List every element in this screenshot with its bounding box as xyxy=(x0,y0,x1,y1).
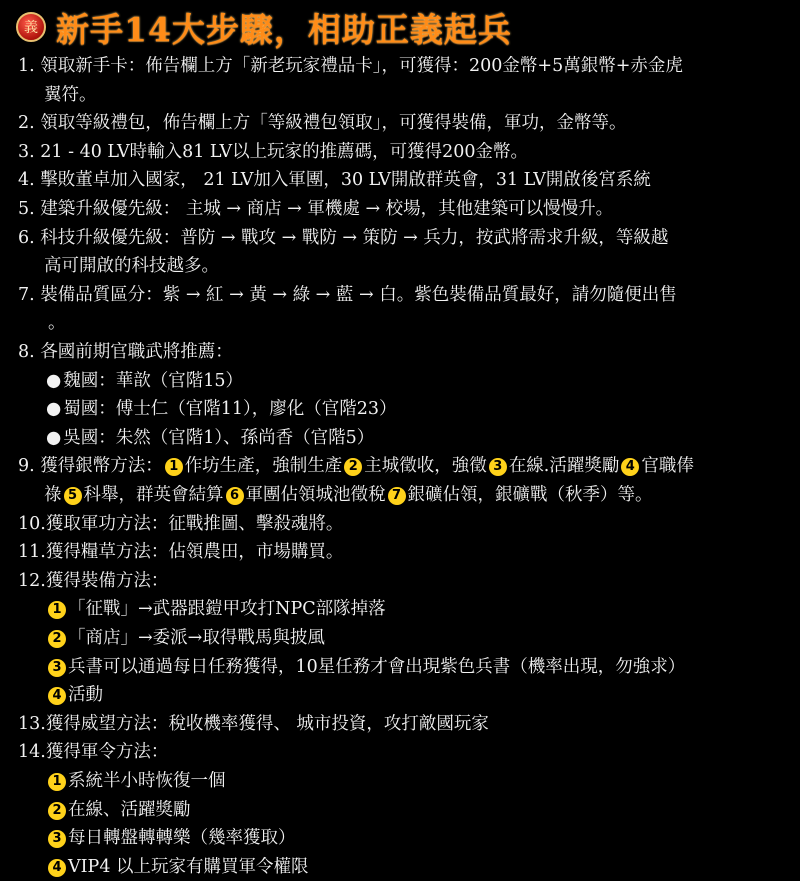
line-text: 8. 各國前期官職武將推薦： xyxy=(18,342,233,362)
guide-line xyxy=(18,738,168,766)
guide-line xyxy=(44,481,653,509)
guide-line xyxy=(46,395,397,423)
line-text: 系統半小時恢復一個 xyxy=(68,771,226,791)
bullet-dot-icon: ● xyxy=(46,399,62,420)
line-text: 9. 獲得銀幣方法： xyxy=(18,456,163,477)
guide-line xyxy=(46,424,374,452)
number-badge: 1 xyxy=(165,458,183,476)
line-text: 「商店」→委派→取得戰馬與披風 xyxy=(68,628,325,648)
bullet-dot-icon: ● xyxy=(46,427,62,448)
line-text: 3. 21 - 40 LV時輸入81 LV以上玩家的推薦碼，可獲得200金幣。 xyxy=(18,141,528,162)
guide-line xyxy=(44,81,97,109)
guide-line xyxy=(46,681,103,709)
number-badge: 3 xyxy=(48,830,66,848)
line-text: 在線.活躍獎勵 xyxy=(508,456,620,477)
guide-line xyxy=(18,538,343,566)
guide-line xyxy=(18,452,694,480)
line-text: VIP4 以上玩家有購買軍令權限 xyxy=(68,856,309,877)
guide-line xyxy=(18,281,677,309)
line-text: 高可開啟的科技越多。 xyxy=(44,256,219,277)
line-text: 5. 建築升級優先級： 主城 → 商店 → 軍機處 → 校場，其他建築可以慢慢升。 xyxy=(18,199,614,219)
number-badge: 6 xyxy=(226,487,244,505)
line-text: 翼符。 xyxy=(44,84,97,105)
guide-line xyxy=(18,510,343,538)
line-text: 銀礦佔領，銀礦戰（秋季）等。 xyxy=(407,485,653,505)
line-text: 魏國：華歆（官階15） xyxy=(63,370,244,391)
line-text: 在線、活躍獎勵 xyxy=(68,799,191,820)
guide-line xyxy=(46,767,226,795)
bullet-dot-icon: ● xyxy=(46,370,62,391)
number-badge: 2 xyxy=(48,802,66,820)
number-badge: 4 xyxy=(48,687,66,705)
line-text: 官職俸 xyxy=(641,456,694,477)
line-text: 6. 科技升級優先級：普防 → 戰攻 → 戰防 → 策防 → 兵力，按武將需求升級，等級越 xyxy=(18,227,669,248)
guide-line xyxy=(48,309,66,337)
guide-line xyxy=(18,166,651,194)
line-text: 10.獲取軍功方法：征戰推圖、擊殺魂將。 xyxy=(18,513,344,534)
guide-line xyxy=(46,653,685,681)
number-badge: 5 xyxy=(64,487,82,505)
line-text: 作坊生產，強制生產 xyxy=(184,456,343,477)
line-text: 祿 xyxy=(44,485,62,505)
number-badge: 4 xyxy=(621,458,639,476)
guide-line xyxy=(18,109,627,137)
guide-line xyxy=(46,853,309,881)
line-text: 11.獲得糧草方法：佔領農田，市場購買。 xyxy=(18,542,344,563)
number-badge: 2 xyxy=(344,458,362,476)
line-text: 軍團佔領城池徵稅 xyxy=(245,485,386,505)
line-text: 吳國：朱然（官階1）、孫尚香（官階5） xyxy=(63,427,375,448)
seal-icon xyxy=(16,12,46,42)
line-text: 12.獲得裝備方法： xyxy=(18,570,169,591)
line-text: 7. 裝備品質區分：紫 → 紅 → 黃 → 綠 → 藍 → 白。紫色裝備品質最好，請勿隨便出售 xyxy=(18,284,677,305)
guide-line xyxy=(46,824,296,852)
page-title: 新手14大步驟，相助正義起兵 xyxy=(56,9,512,49)
guide-line xyxy=(46,624,325,652)
header xyxy=(16,4,512,50)
guide-line xyxy=(44,252,219,280)
number-badge: 1 xyxy=(48,773,66,791)
guide-line xyxy=(18,338,233,366)
line-text: 2. 領取等級禮包，佈告欄上方「等級禮包領取」，可獲得裝備，軍功，金幣等。 xyxy=(18,113,627,134)
number-badge: 3 xyxy=(489,458,507,476)
guide-line xyxy=(46,367,243,395)
line-text: 科舉，群英會結算 xyxy=(83,485,224,505)
guide-line xyxy=(18,195,613,223)
seal-icon-graphic xyxy=(20,16,42,38)
guide-line xyxy=(18,52,683,80)
line-text: 4. 擊敗董卓加入國家， 21 LV加入軍團，30 LV開啟群英會，31 LV開啟後宮系統 xyxy=(18,170,651,191)
guide-line xyxy=(18,138,528,166)
guide-line xyxy=(18,224,668,252)
line-text: 兵書可以通過每日任務獲得，10星任務才會出現紫色兵書（機率出現，勿強求） xyxy=(68,656,686,677)
number-badge: 4 xyxy=(48,859,66,877)
line-text: 。 xyxy=(48,313,66,334)
guide-line xyxy=(18,710,489,738)
line-text: 活動 xyxy=(68,685,103,706)
number-badge: 3 xyxy=(48,659,66,677)
guide-line xyxy=(18,567,168,595)
line-text: 14.獲得軍令方法： xyxy=(18,742,169,763)
number-badge: 7 xyxy=(388,487,406,505)
line-text: 13.獲得威望方法：稅收機率獲得、 城市投資，攻打敵國玩家 xyxy=(18,713,489,734)
line-text: 每日轉盤轉轉樂（幾率獲取） xyxy=(68,828,296,849)
line-text: 主城徵收，強徵 xyxy=(364,456,487,477)
number-badge: 1 xyxy=(48,601,66,619)
line-text: 「征戰」→武器跟鎧甲攻打NPC部隊掉落 xyxy=(68,599,386,620)
number-badge: 2 xyxy=(48,630,66,648)
seal-glyph: 義 xyxy=(24,20,38,36)
line-text: 蜀國：傅士仁（官階11），廖化（官階23） xyxy=(63,399,397,420)
line-text: 1. 領取新手卡：佈告欄上方「新老玩家禮品卡」，可獲得：200金幣+5萬銀幣+赤金虎 xyxy=(18,56,683,76)
guide-line xyxy=(46,595,386,623)
guide-line xyxy=(46,796,191,824)
